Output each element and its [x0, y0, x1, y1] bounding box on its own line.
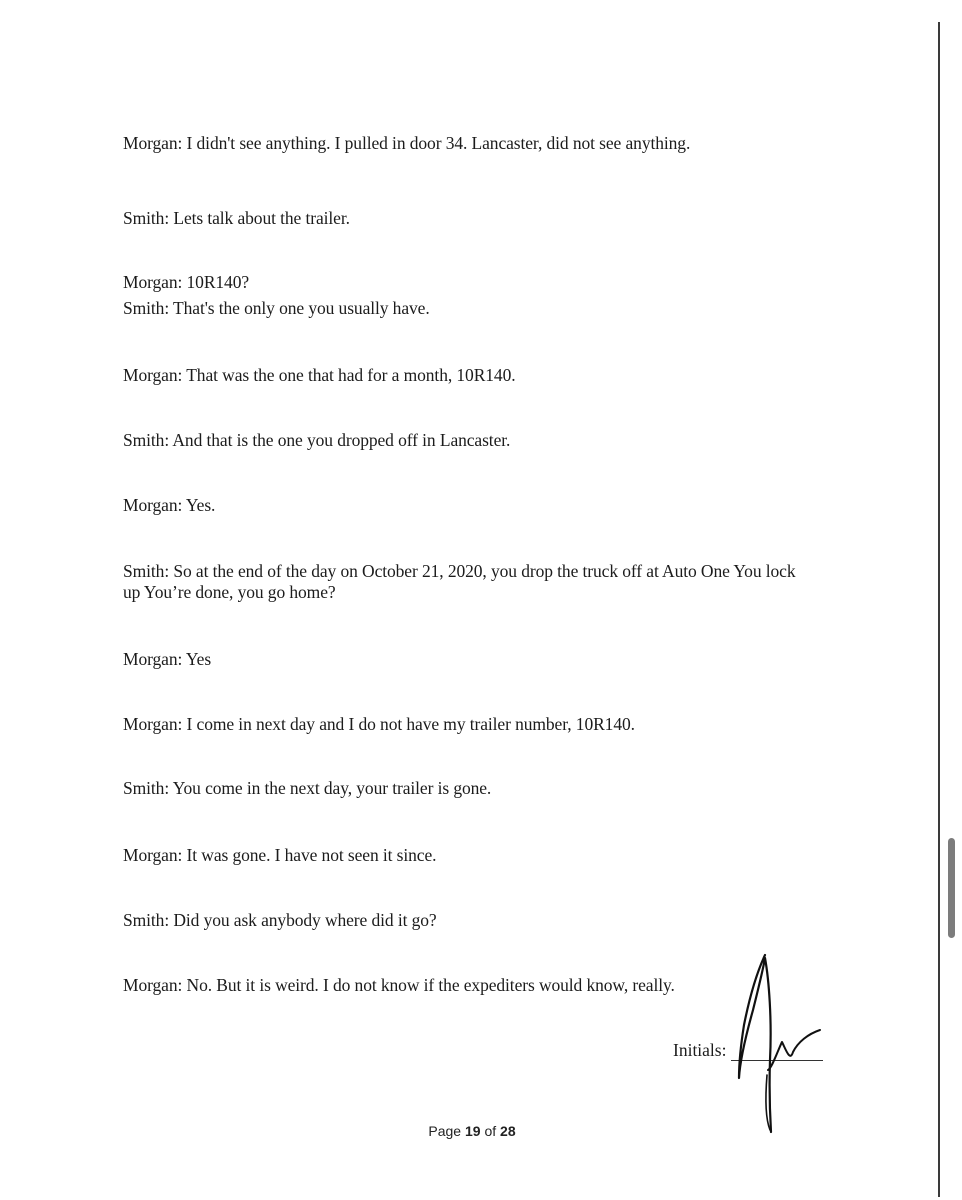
signature-image	[720, 950, 850, 1140]
current-page-number: 19	[464, 1123, 481, 1139]
transcript-line: Smith: Did you ask anybody where did it go?	[123, 910, 437, 930]
transcript-line: Smith: So at the end of the day on October 21, 2020, you drop the truck off at Auto One You lock up You’re done, you go home?	[123, 561, 796, 602]
initials-label: Initials:	[673, 1040, 727, 1060]
transcript-line: Morgan: 10R140?	[123, 272, 250, 292]
scrollbar-thumb[interactable]	[948, 838, 955, 938]
transcript-line: Morgan: It was gone. I have not seen it since.	[123, 845, 437, 865]
transcript-line: Smith: And that is the one you dropped off in Lancaster.	[123, 430, 511, 450]
transcript-line: Morgan: I come in next day and I do not have my trailer number, 10R140.	[123, 714, 635, 734]
transcript-line: Smith: Lets talk about the trailer.	[123, 208, 350, 228]
transcript-line: Smith: You come in the next day, your trailer is gone.	[123, 778, 492, 798]
footer-page-word: Page	[428, 1123, 462, 1139]
transcript-line: Morgan: Yes	[123, 649, 212, 669]
transcript-line: Morgan: That was the one that had for a month, 10R140.	[123, 365, 516, 385]
transcript-line: Morgan: I didn't see anything. I pulled in door 34. Lancaster, did not see anything.	[123, 133, 691, 153]
total-pages-number: 28	[500, 1123, 516, 1139]
transcript-line: Morgan: No. But it is weird. I do not know if the expediters would know, really.	[123, 975, 675, 995]
scrollbar-track[interactable]	[938, 22, 940, 1197]
transcript-line: Morgan: Yes.	[123, 495, 216, 515]
page-footer	[0, 1123, 944, 1139]
footer-of-word: of	[484, 1123, 497, 1139]
transcript-line: Smith: That's the only one you usually have.	[123, 298, 430, 318]
